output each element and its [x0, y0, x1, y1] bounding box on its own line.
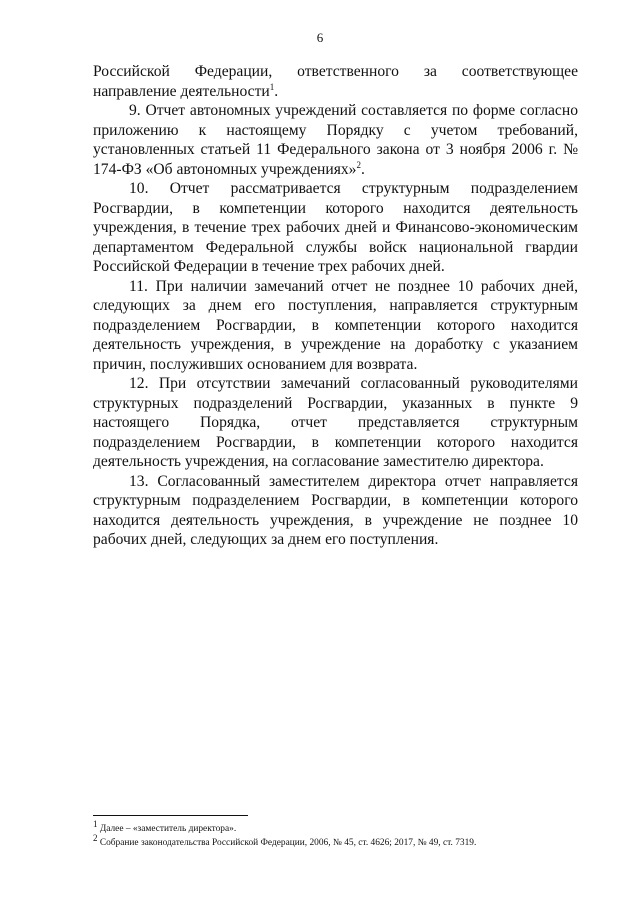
paragraph-text: 9. Отчет автономных учреждений составляется по форме согласно приложению к настоящему Порядку с учетом требований, установленных статьей 11 Федерального закона от 3 ноября 2006 г. № 174-ФЗ «Об автономных учреждениях» [93, 102, 578, 178]
paragraph-text: 11. При наличии замечаний отчет не позднее 10 рабочих дней, следующих за днем его поступления, направляется структурным подразделением Росгвардии, в компетенции которого находится деятельность учреждения, в учреждение на доработку с указанием причин, послуживших основанием для возврата. [93, 277, 578, 373]
footnote-1 [93, 818, 578, 836]
footnote-text: Собрание законодательства Российской Федерации, 2006, № 45, ст. 4626; 2017, № 49, ст. 7319. [99, 838, 477, 848]
paragraph-end-punctuation: . [274, 82, 279, 100]
paragraph-continuation [93, 62, 578, 101]
footnote-reference[interactable]: 1 [269, 81, 275, 92]
footnote-text: Далее – «заместитель директора». [99, 824, 237, 834]
footnote-mark: 2 [93, 832, 98, 843]
document-body [93, 62, 578, 550]
footnote-2 [93, 832, 578, 850]
paragraph-text: Российской Федерации, ответственного за соответствующее направление деятельности [93, 63, 578, 100]
paragraph-text: 12. При отсутствии замечаний согласованный руководителями структурных подразделений Росгвардии, указанных в пункте 9 настоящего Порядка, отчет представляется структурным подразделением Росгвардии, в компетенции которого находится деятельность учреждения, на согласование заместителю директора. [93, 375, 578, 470]
footnote-separator [93, 815, 248, 816]
paragraph-text: 10. Отчет рассматривается структурным подразделением Росгвардии, в компетенции которого находится деятельность учреждения, в течение трех рабочих дней и Финансово-экономическим департаментом Федеральной службы войск национальной гвардии Российской Федерации в течение трех рабочих дней. [93, 180, 578, 275]
footnote-mark: 1 [93, 818, 98, 829]
paragraph-end-punctuation: . [360, 160, 365, 178]
paragraph-item-12 [93, 374, 578, 472]
footnotes [93, 818, 578, 850]
footnote-reference[interactable]: 2 [356, 159, 361, 170]
paragraph-item-10 [93, 179, 578, 277]
paragraph-item-13 [93, 472, 578, 550]
paragraph-item-9 [93, 101, 578, 179]
paragraph-text: 13. Согласованный заместителем директора отчет направляется структурным подразделением Росгвардии, в компетенции которого находится деятельность учреждения, в учреждение не позднее 10 рабочих дней, следующих за днем его поступления. [93, 472, 578, 548]
paragraph-item-11 [93, 277, 578, 375]
page-number: 6 [316, 30, 324, 45]
